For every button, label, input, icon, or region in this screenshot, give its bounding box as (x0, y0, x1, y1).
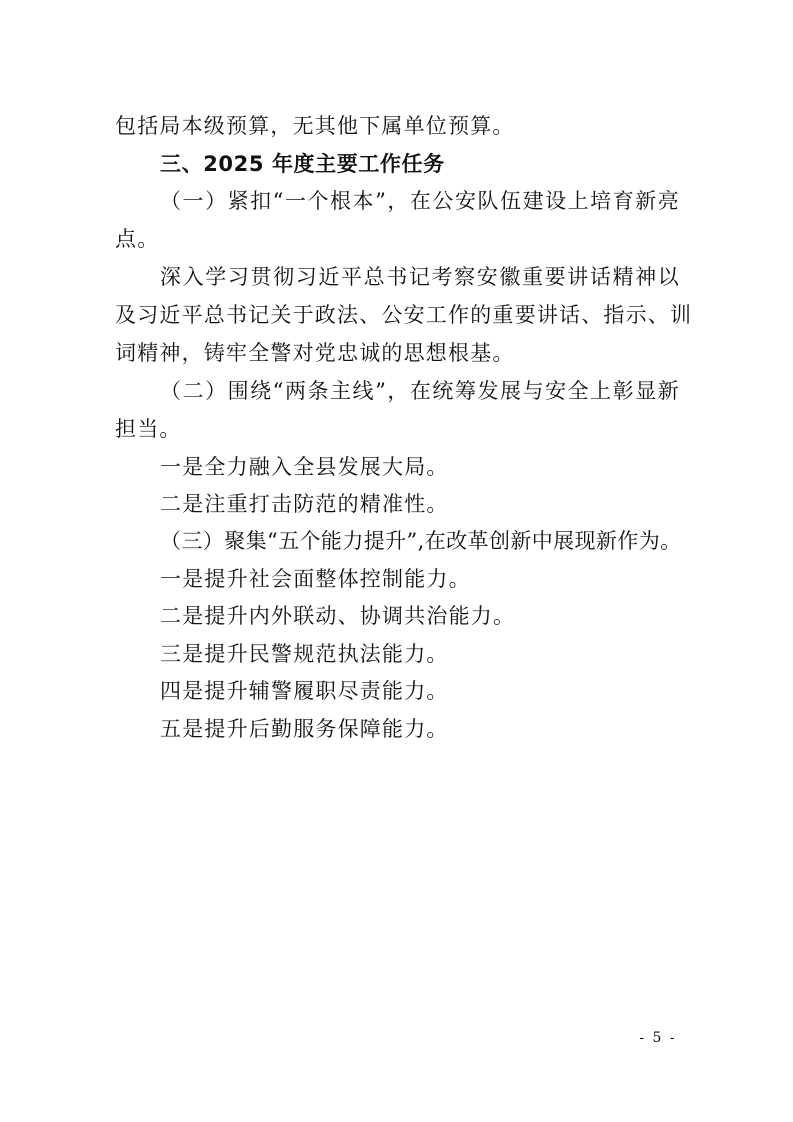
list-item-three-1: 一是提升社会面整体控制能力。 (160, 567, 471, 591)
page-number: - 5 - (639, 1030, 677, 1046)
list-item-three-5: 五是提升后勤服务保障能力。 (160, 717, 449, 741)
paragraph-budget-scope-end: 包括局本级预算，无其他下属单位预算。 (115, 114, 515, 138)
subheading-two-line-2: 担当。 (115, 417, 182, 441)
section-heading-2025-tasks: 三、2025 年度主要工作任务 (160, 152, 445, 176)
paragraph-study-line-1: 深入学习贯彻习近平总书记考察安徽重要讲话精神以 (160, 265, 680, 289)
subheading-two-line-1: （二）围绕“两条主线”，在统筹发展与安全上彰显新 (160, 379, 680, 403)
paragraph-study-line-3: 词精神，铸牢全警对党忠诚的思想根基。 (115, 341, 515, 365)
list-item-two-1: 一是全力融入全县发展大局。 (160, 455, 449, 479)
list-item-three-4: 四是提升辅警履职尽责能力。 (160, 679, 449, 703)
list-item-three-2: 二是提升内外联动、协调共治能力。 (160, 604, 516, 628)
list-item-two-2: 二是注重打击防范的精准性。 (160, 492, 449, 516)
subheading-one-line-2: 点。 (115, 227, 160, 251)
list-item-three-3: 三是提升民警规范执法能力。 (160, 642, 449, 666)
paragraph-study-line-2: 及习近平总书记关于政法、公安工作的重要讲话、指示、训 (115, 303, 693, 327)
subheading-one-line-1: （一）紧扣“一个根本”，在公安队伍建设上培育新亮 (160, 189, 680, 213)
subheading-three: （三）聚集“五个能力提升”,在改革创新中展现新作为。 (160, 529, 682, 553)
